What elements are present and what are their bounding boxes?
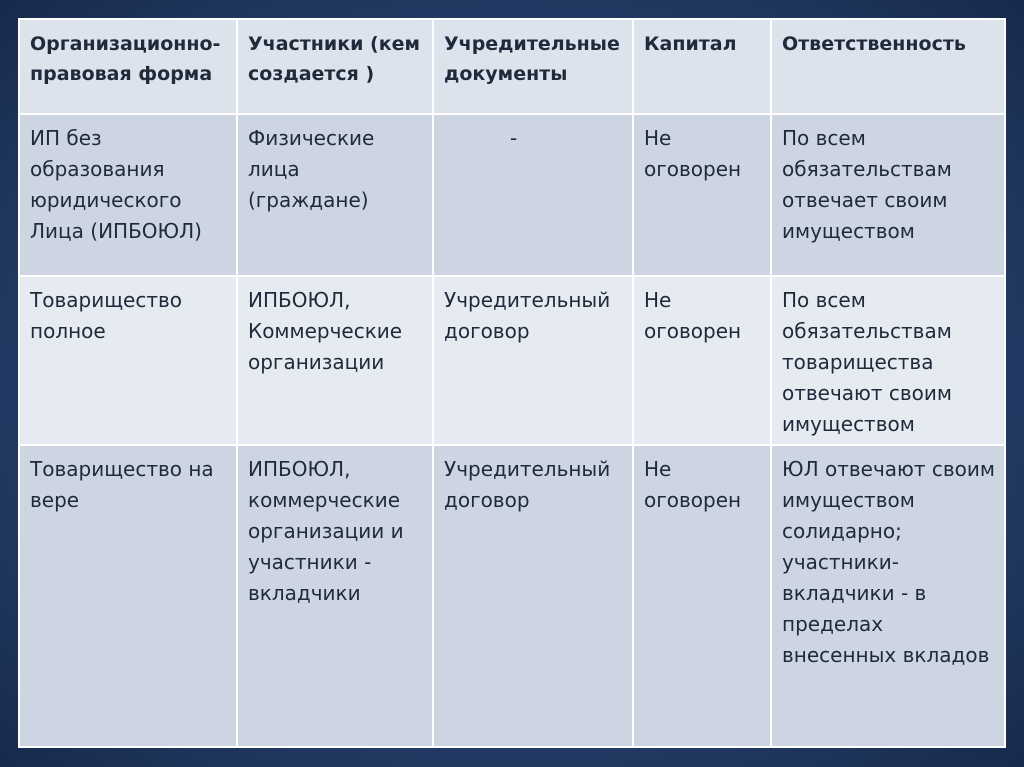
cell-liability: По всем обязательствам товарищества отвечают своим имуществом <box>771 276 1005 445</box>
legal-forms-table <box>18 18 1006 748</box>
cell-documents: Учредительный договор <box>433 276 633 445</box>
header-documents: Учредительные документы <box>433 19 633 114</box>
header-row <box>19 19 1005 114</box>
cell-form: Товарищество на вере <box>19 445 237 747</box>
cell-liability: По всем обязательствам отвечает своим имуществом <box>771 114 1005 276</box>
cell-capital: Не оговорен <box>633 276 771 445</box>
cell-documents: - <box>433 114 633 276</box>
header-capital: Капитал <box>633 19 771 114</box>
slide-table-container <box>18 18 1006 748</box>
cell-form: ИП без образования юридического Лица (ИПБОЮЛ) <box>19 114 237 276</box>
cell-capital: Не оговорен <box>633 445 771 747</box>
cell-participants: ИПБОЮЛ, Коммерческие организации <box>237 276 433 445</box>
cell-participants: ИПБОЮЛ, коммерческие организации и участники - вкладчики <box>237 445 433 747</box>
cell-liability: ЮЛ отвечают своим имуществом солидарно; участники-вкладчики - в пределах внесенных вкладов <box>771 445 1005 747</box>
table-row <box>19 445 1005 747</box>
cell-capital: Не оговорен <box>633 114 771 276</box>
table-row <box>19 114 1005 276</box>
header-liability: Ответственность <box>771 19 1005 114</box>
header-participants: Участники (кем создается ) <box>237 19 433 114</box>
cell-documents: Учредительный договор <box>433 445 633 747</box>
cell-participants: Физические лица (граждане) <box>237 114 433 276</box>
header-form: Организационно-правовая форма <box>19 19 237 114</box>
cell-form: Товарищество полное <box>19 276 237 445</box>
table-row <box>19 276 1005 445</box>
